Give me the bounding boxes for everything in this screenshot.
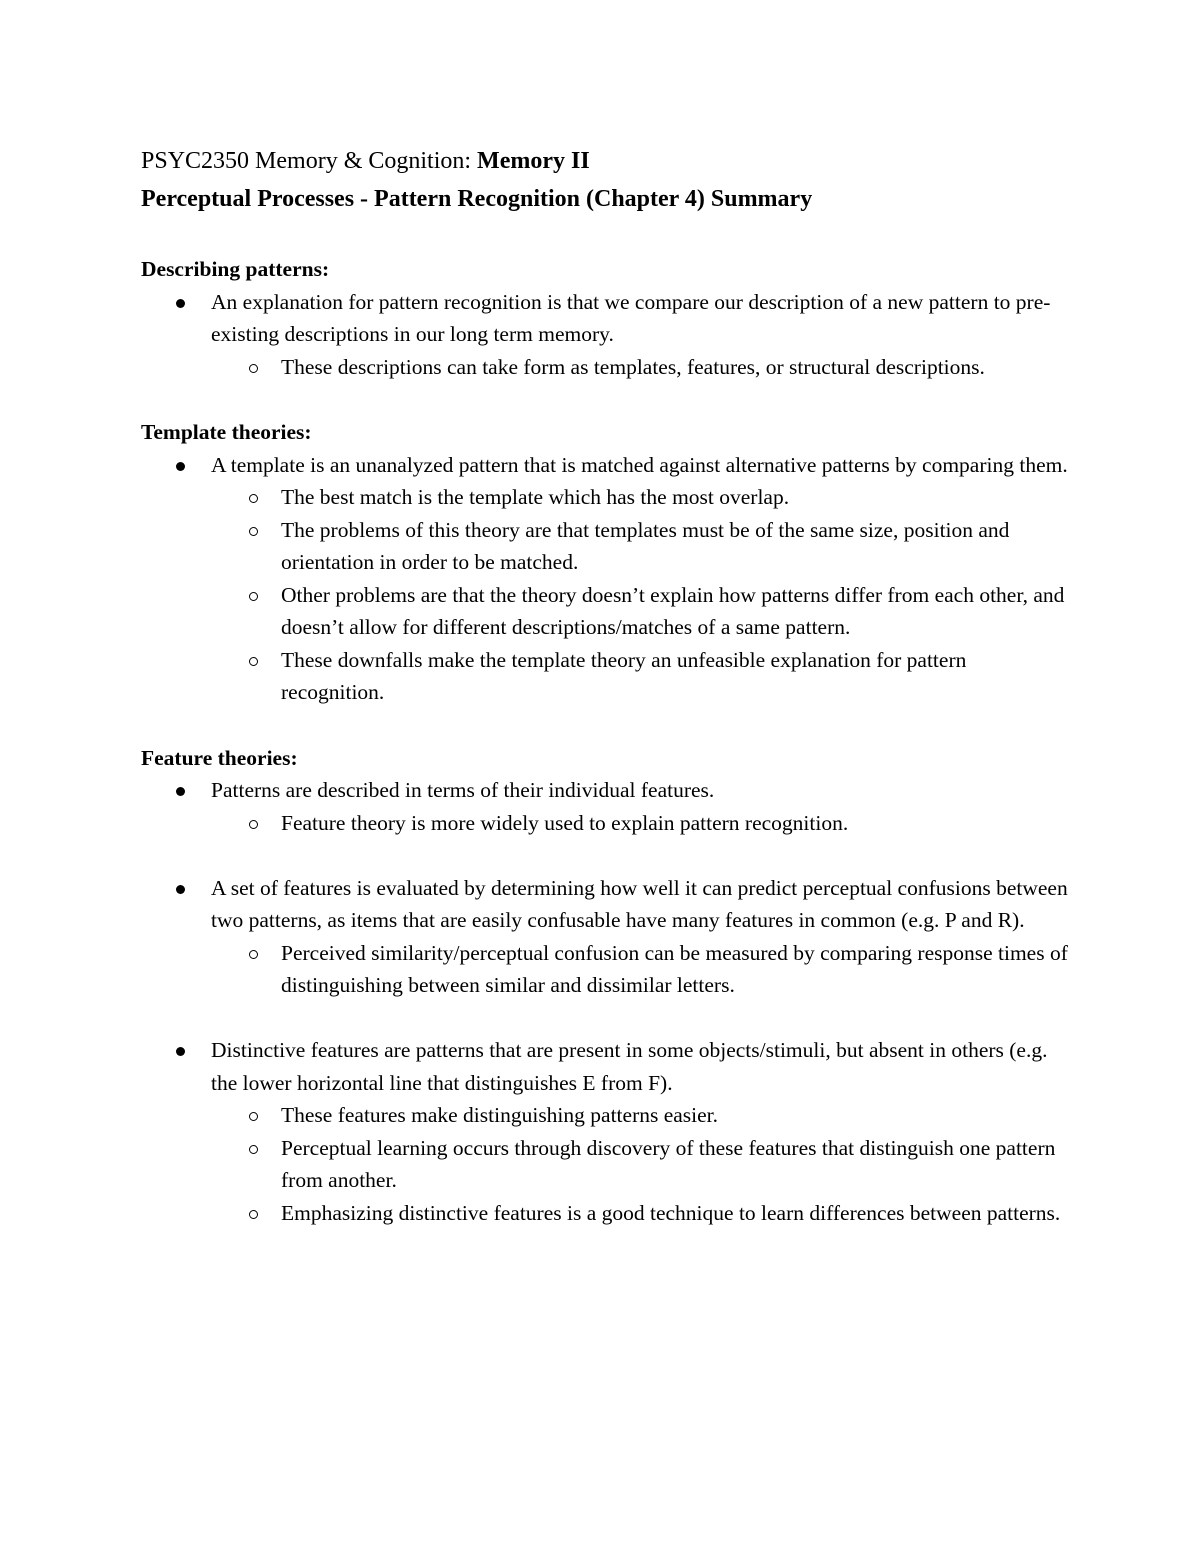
sub-bullet-list	[211, 807, 1071, 840]
sub-list-item	[211, 1197, 1071, 1230]
section-feature-theories	[141, 742, 1071, 1230]
document-content	[141, 143, 1071, 1229]
hollow-bullet-icon	[249, 1145, 258, 1154]
filled-bullet-icon	[176, 1047, 185, 1056]
sub-bullet-list	[211, 1099, 1071, 1229]
bullet-list	[141, 872, 1071, 1002]
filled-bullet-icon	[176, 787, 185, 796]
document-title	[141, 143, 1071, 179]
filled-bullet-icon	[176, 299, 185, 308]
sub-list-item	[211, 644, 1071, 709]
sub-bullet-text: These features make distinguishing patterns easier.	[281, 1103, 719, 1127]
sub-bullet-text: Perceived similarity/perceptual confusion can be measured by comparing response times of distinguishing between similar and dissimilar letters.	[281, 940, 1068, 997]
bullet-list	[141, 1034, 1071, 1229]
hollow-bullet-icon	[249, 494, 258, 503]
sub-list-item	[211, 1132, 1071, 1197]
blank-line	[141, 1002, 1071, 1035]
bullet-list	[141, 286, 1071, 384]
sub-bullet-text: These downfalls make the template theory an unfeasible explanation for pattern recognition.	[281, 647, 967, 704]
document-subtitle: Perceptual Processes - Pattern Recognition (Chapter 4) Summary	[141, 186, 813, 212]
title-bold: Memory II	[477, 148, 590, 174]
sub-bullet-text: Perceptual learning occurs through discovery of these features that distinguish one pattern from another.	[281, 1135, 1056, 1192]
section-describing-patterns	[141, 253, 1071, 383]
bullet-list	[141, 449, 1071, 709]
hollow-bullet-icon	[249, 1210, 258, 1219]
hollow-bullet-icon	[249, 950, 258, 959]
filled-bullet-icon	[176, 885, 185, 894]
section-heading: Template theories:	[141, 420, 312, 444]
list-item	[141, 872, 1071, 1002]
sub-bullet-text: Emphasizing distinctive features is a good technique to learn differences between patterns.	[281, 1200, 1061, 1225]
sub-bullet-text: The best match is the template which has the most overlap.	[281, 485, 790, 509]
list-item	[141, 1034, 1071, 1229]
section-template-theories	[141, 416, 1071, 709]
hollow-bullet-icon	[249, 592, 258, 601]
list-item	[141, 449, 1071, 709]
bullet-text: Patterns are described in terms of their individual features.	[211, 778, 715, 802]
sub-list-item	[211, 1099, 1071, 1132]
sub-list-item	[211, 514, 1071, 579]
sub-bullet-text: Feature theory is more widely used to explain pattern recognition.	[281, 810, 849, 835]
section-heading: Feature theories:	[141, 745, 298, 770]
bullet-text: A template is an unanalyzed pattern that is matched against alternative patterns by comparing them.	[211, 452, 1068, 477]
sub-bullet-text: The problems of this theory are that templates must be of the same size, position and orientation in order to be matched.	[281, 517, 1010, 574]
sub-bullet-list	[211, 937, 1071, 1002]
hollow-bullet-icon	[249, 1112, 258, 1121]
sub-list-item	[211, 807, 1071, 840]
section-heading: Describing patterns:	[141, 257, 330, 281]
blank-line	[141, 839, 1071, 872]
sub-list-item	[211, 937, 1071, 1002]
bullet-list	[141, 774, 1071, 839]
sub-bullet-text: Other problems are that the theory doesn’t explain how patterns differ from each other, and doesn’t allow for different descriptions/matches of a same pattern.	[281, 582, 1065, 639]
sub-bullet-list	[211, 481, 1071, 709]
hollow-bullet-icon	[249, 657, 258, 666]
sub-bullet-list	[211, 351, 1071, 384]
bullet-text: A set of features is evaluated by determining how well it can predict perceptual confusions between two patterns, as items that are easily confusable have many features in common (e.g. P and R).	[211, 875, 1068, 932]
hollow-bullet-icon	[249, 364, 258, 373]
hollow-bullet-icon	[249, 527, 258, 536]
sub-list-item	[211, 481, 1071, 514]
bullet-text: An explanation for pattern recognition is that we compare our description of a new pattern to pre-existing descriptions in our long term memory.	[211, 289, 1051, 346]
list-item	[141, 286, 1071, 384]
filled-bullet-icon	[176, 462, 185, 471]
hollow-bullet-icon	[249, 820, 258, 829]
sub-list-item	[211, 351, 1071, 384]
sub-bullet-text: These descriptions can take form as templates, features, or structural descriptions.	[281, 354, 985, 379]
list-item	[141, 774, 1071, 839]
bullet-text: Distinctive features are patterns that are present in some objects/stimuli, but absent in others (e.g. the lower horizontal line that distinguishes E from F).	[211, 1038, 1048, 1095]
sub-list-item	[211, 579, 1071, 644]
title-prefix: PSYC2350 Memory & Cognition:	[141, 148, 478, 174]
